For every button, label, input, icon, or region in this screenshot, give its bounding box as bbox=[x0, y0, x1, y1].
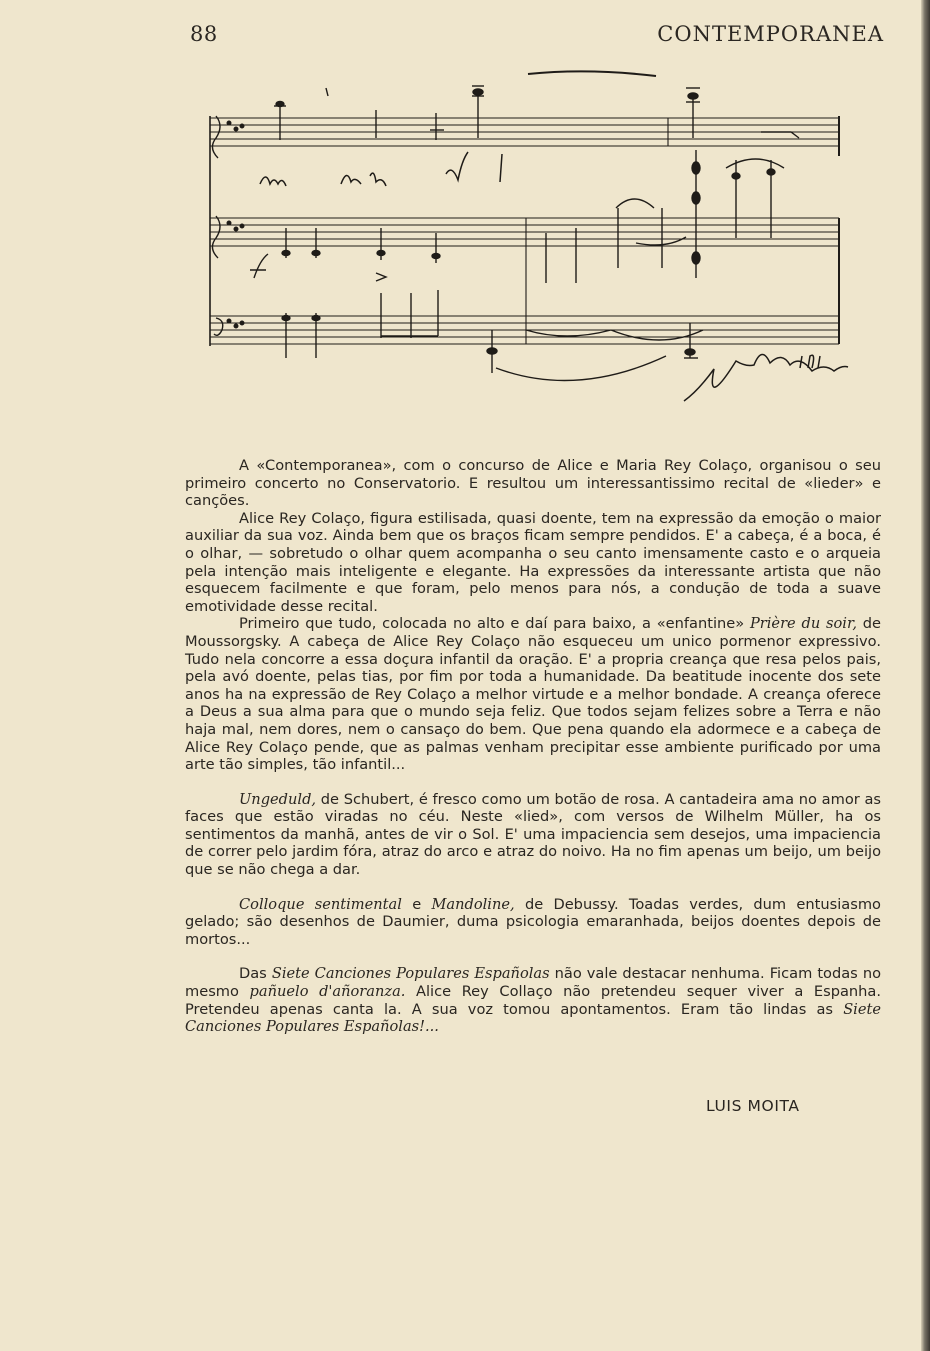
paragraph-text: Das bbox=[239, 965, 272, 983]
paragraph-text: Alice Rey Collaço não pretendeu sequer viver a Espanha. Pretendeu apenas canta la. A sua voz tomou apontamentos. Eram tão lindas as bbox=[185, 983, 881, 1018]
staff-lines bbox=[210, 116, 839, 346]
paragraph-text: A «Contemporanea», com o concurso de Alice e Maria Rey Colaço, organisou o seu primeiro concerto no Conservatorio. E resultou um interessantissimo recital de «lieder» e canções. bbox=[185, 457, 881, 510]
italic-title: Siete Canciones Populares Españolas!... bbox=[185, 1000, 881, 1036]
page-header bbox=[190, 22, 884, 52]
italic-title: Colloque sentimental bbox=[239, 895, 402, 913]
paragraph-text: de Moussorgsky. A cabeça de Alice Rey Colaço não esqueceu um unico pormenor expressivo. Tudo nela concorre a essa doçura infantil da oração. E' a propria creança que resa pelos pais, pela avó doente, pelas tias, por fim por toda a humanidade. Da beatitude inocente dos sete anos ha na expressão de Rey Colaço a melhor virtude e a melhor bondade. A creança oferece a Deus a sua alma para que o mundo seja feliz. Que todos sejam felizes sobre a Terra e não haja mal, nem dores, nem o cansaço do bem. Que pena quando ela adormece e a cabeça de Alice Rey Colaço pende, que as palmas venham precipitar esse ambiente purificado por uma arte tão simples, tão infantil... bbox=[185, 615, 882, 774]
magazine-title: CONTEMPORANEA bbox=[657, 22, 884, 46]
article-paragraph bbox=[185, 457, 881, 510]
article-paragraph bbox=[185, 615, 881, 773]
article-paragraph bbox=[185, 896, 881, 949]
article-paragraph bbox=[185, 510, 881, 616]
paragraph-text: de Schubert, é fresco como um botão de rosa. A cantadeira ama no amor as faces que estão viradas no céu. Neste «lied», com versos de Wilhelm Müller, ha os sentimentos da manhã, antes de vir o Sol. E' uma impaciencia sem desejos, uma impaciencia de correr pelo jardim fóra, atraz do arco e atraz do noivo. Ha no fim apenas um beijo, um beijo que se não chega a dar. bbox=[185, 790, 881, 879]
paragraph-text: Alice Rey Colaço, figura estilisada, quasi doente, tem na expressão da emoção o maior auxiliar da sua voz. Ainda bem que os braços ficam sempre pendidos. E' a cabeça, é a boca, é o olhar, — sobretudo o olhar quem acompanha o seu canto imensamente casto e o arqueia pela intenção mais inteligente e elegante. Ha expressões da interessante artista que não esquecem facilmente e que foram, pelo menos para nós, a condução de toda a suave emotividade desse recital. bbox=[185, 509, 881, 615]
handwritten-script bbox=[260, 152, 848, 401]
music-score-drawing bbox=[196, 68, 886, 436]
paragraph-text: e bbox=[401, 895, 432, 913]
paragraph-text: Primeiro que tudo, colocada no alto e daí para baixo, a «enfantine» bbox=[239, 615, 750, 633]
paragraph-text: de Debussy. Toadas verdes, dum entusiasmo gelado; são desenhos de Daumier, duma psicologia emaranhada, beijos doentes depois de mortos... bbox=[185, 895, 881, 948]
italic-title: Prière du soir, bbox=[749, 615, 857, 633]
italic-title: pañuelo d'añoranza. bbox=[249, 983, 406, 1001]
article-paragraph bbox=[185, 791, 881, 879]
paragraph-text: não vale destacar nenhuma. Ficam todas no mesmo bbox=[185, 965, 881, 1001]
page-edge bbox=[921, 0, 930, 1351]
concert-review-article bbox=[185, 457, 881, 1036]
italic-title: Ungeduld, bbox=[239, 790, 317, 808]
article-paragraph bbox=[185, 965, 881, 1035]
music-score-facsimile bbox=[196, 68, 886, 436]
italic-title: Siete Canciones Populares Españolas bbox=[271, 965, 550, 983]
author-signature: LUIS MOITA bbox=[706, 1097, 800, 1115]
page-number: 88 bbox=[190, 22, 218, 46]
italic-title: Mandoline, bbox=[431, 895, 515, 913]
